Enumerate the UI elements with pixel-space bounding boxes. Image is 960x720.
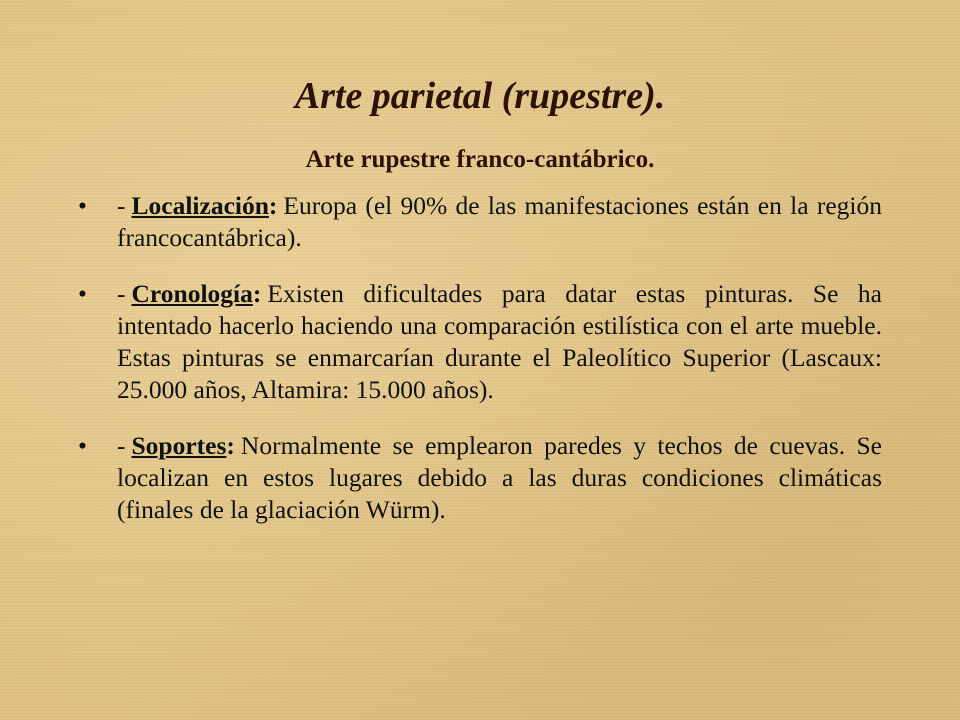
bullet-icon: • [78,191,87,220]
bullet-text: Normalmente se emplearon paredes y techos de cuevas. Se localizan en estos lugares debido a las duras condiciones climáticas (finales de la glaciación Würm). [117,431,882,524]
bullet-list [78,190,882,550]
dash: - [117,279,126,308]
bullet-text: Existen dificultades para datar estas pinturas. Se ha intentado hacerlo haciendo una comparación estilística con el arte mueble. Estas pinturas se enmarcarían durante el Paleolítico Superior (Lascaux: 25.000 años, Altamira: 15.000 años). [117,279,882,404]
slide-title: Arte parietal (rupestre). [294,75,666,117]
bullet-text: Europa (el 90% de las manifestaciones están en la región francocantábrica). [117,191,882,252]
dash: - [117,191,126,220]
bullet-icon: • [78,431,87,460]
bullet-item-localizacion [78,190,882,254]
term-colon: : [268,191,278,220]
term-label: Soportes [131,431,227,460]
term-colon: : [252,279,262,308]
dash: - [117,431,126,460]
term-colon: : [226,431,235,460]
bullet-icon: • [78,279,87,308]
bullet-item-cronologia [78,278,882,406]
term-label: Localización [131,191,269,220]
slide-subtitle: Arte rupestre franco-cantábrico. [305,146,655,173]
bullet-item-soportes [78,430,882,526]
term-label: Cronología [131,279,253,308]
